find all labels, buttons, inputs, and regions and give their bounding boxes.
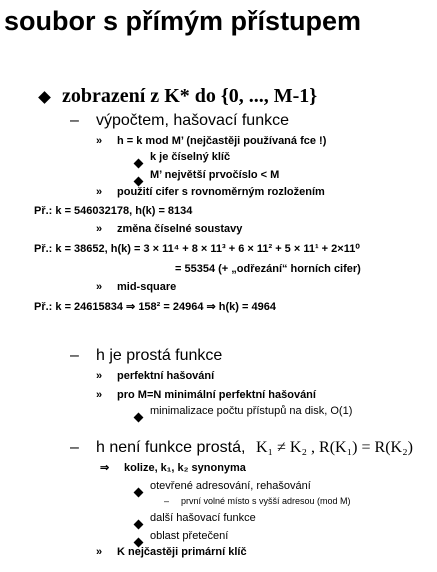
main-point-text: zobrazení z K* do {0, ..., M-1} [62, 85, 318, 107]
implies-icon: ⇒ [100, 462, 110, 474]
m-prime: M’ největší prvočíslo < M [150, 169, 280, 181]
raquo-icon: » [96, 135, 103, 147]
k-is-number: k je číselný klíč [150, 151, 231, 163]
first-free-slot: první volné místo s vyšší adresou (mod M) [181, 496, 351, 506]
bullet-diamond-icon [40, 90, 49, 106]
collision: kolize, k₁, k₂ synonyma [124, 462, 246, 474]
raquo-icon: » [96, 546, 103, 558]
collision-formula: K₁ ≠ K₂ , R(K₁) = R(K₂) [256, 439, 413, 456]
example-2-line-1: Př.: k = 38652, h(k) = 3 × 11⁴ + 8 × 11³ + 6 × 11² + 5 × 11¹ + 2×11⁰ [34, 243, 360, 255]
dash-icon: – [70, 347, 79, 364]
page-title: soubor s přímým přístupem [4, 6, 362, 36]
example-3: Př.: k = 24615834 ⇒ 158² = 24964 ⇒ h(k) = 4964 [34, 301, 276, 313]
mid-square: mid-square [117, 281, 177, 293]
dash-icon: – [70, 439, 79, 456]
number-system-change: změna číselné soustavy [117, 223, 243, 235]
dash-icon: – [164, 496, 170, 506]
hash-definition-text: h = k mod M’ (nejčastěji používaná fce !) [117, 135, 327, 147]
main-point [62, 86, 317, 106]
perfect-hashing: perfektní hašování [117, 370, 215, 382]
raquo-icon: » [96, 223, 103, 235]
open-addressing: otevřené adresování, rehašování [150, 480, 311, 492]
overflow-area: oblast přetečení [150, 530, 229, 542]
bullet-diamond-icon [135, 516, 142, 532]
example-2-line-2: = 55354 (+ „odřezání“ horních cifer) [175, 263, 361, 275]
non-injective-label: h není funkce prostá, [96, 439, 246, 456]
hash-definition [117, 136, 326, 147]
example-1: Př.: k = 546032178, h(k) = 8134 [34, 205, 193, 217]
raquo-icon: » [96, 370, 103, 382]
minimize-access: minimalizace počtu přístupů na disk, O(1) [150, 405, 353, 417]
primary-key: K nejčastěji primární klíč [117, 546, 247, 558]
raquo-icon: » [96, 186, 103, 198]
another-hash-function: další hašovací funkce [150, 512, 256, 524]
digits-uniform: použití cifer s rovnoměrným rozložením [117, 186, 325, 198]
computation-label: výpočtem, hašovací funkce [96, 112, 289, 129]
raquo-icon: » [96, 281, 103, 293]
bullet-diamond-icon [135, 484, 142, 500]
bullet-diamond-icon [135, 155, 142, 171]
bullet-diamond-icon [135, 409, 142, 425]
minimal-perfect-hashing: pro M=N minimální perfektní hašování [117, 389, 316, 401]
dash-icon: – [70, 112, 79, 129]
injective-label: h je prostá funkce [96, 347, 223, 364]
raquo-icon: » [96, 389, 103, 401]
